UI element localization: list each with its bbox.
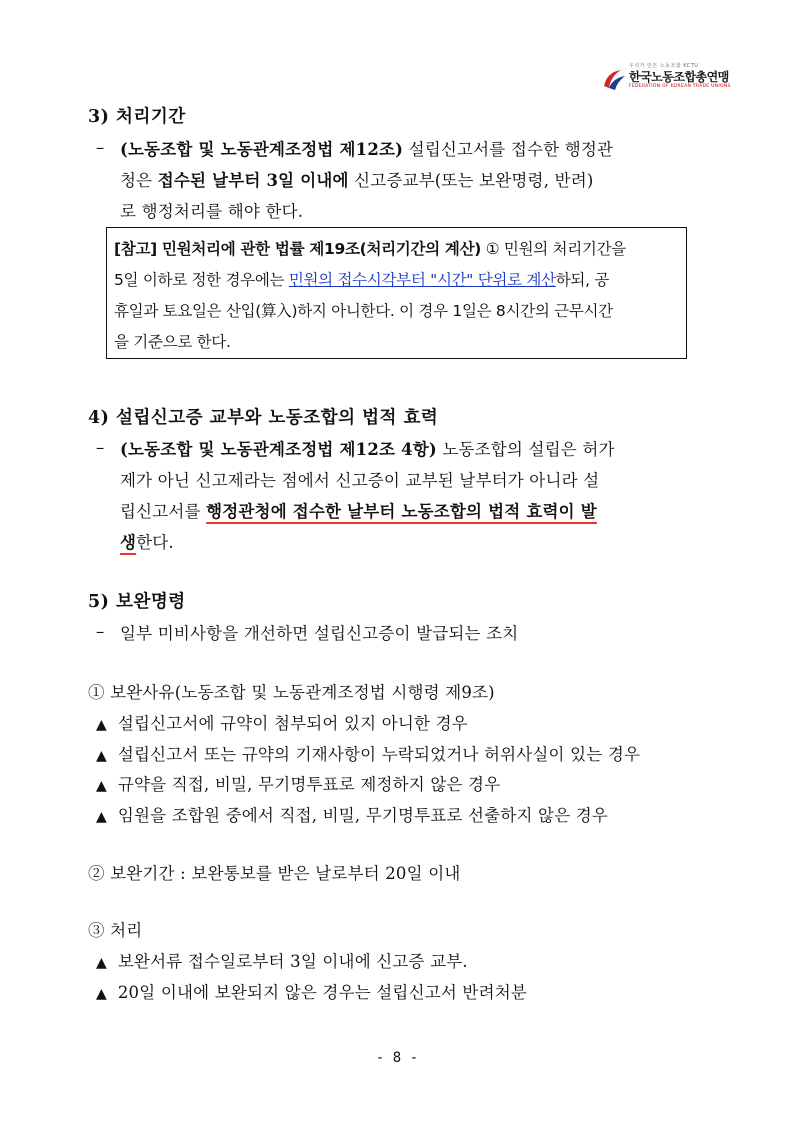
s3-law-ref: (노동조합 및 노동관계조정법 제12조) — [120, 140, 404, 159]
box-title: [참고] 민원처리에 관한 법률 제19조(처리기간의 계산) — [114, 240, 482, 258]
federation-logo — [601, 56, 777, 96]
s5-sub-3: ③ 처리 — [88, 921, 143, 940]
section-4-heading: 4) 설립신고증 교부와 노동조합의 법적 효력 — [88, 408, 439, 428]
box-highlight-link: 민원의 접수시각부터 "시간" 단위로 계산 — [288, 271, 556, 289]
s4-line-4: 생한다. — [120, 533, 174, 552]
logo-english-name: FEDERATION OF KOREAN TRADE UNIONS — [629, 84, 731, 89]
box-line-1: [참고] 민원처리에 관한 법률 제19조(처리기간의 계산) ① 민원의 처리기간을 — [114, 240, 626, 258]
s4-emphasis-end: 생 — [120, 533, 137, 552]
box-line-3: 휴일과 토요일은 산입(算入)하지 아니한다. 이 경우 1일은 8시간의 근무시간 — [114, 302, 613, 320]
s5-item-5: ▲ 보완서류 접수일로부터 3일 이내에 신고증 교부. — [96, 952, 468, 971]
section-3-heading: 3) 처리기간 — [88, 107, 186, 127]
s5-line-1: 일부 미비사항을 개선하면 설립신고증이 발급되는 조치 — [120, 624, 519, 643]
s4-line-2: 제가 아닌 신고제라는 점에서 신고증이 교부된 날부터가 아니라 설 — [120, 471, 600, 490]
s3-line-3: 로 행정처리를 해야 한다. — [120, 202, 304, 221]
s5-sub-2: ② 보완기간 : 보완통보를 받은 날로부터 20일 이내 — [88, 864, 461, 883]
s3-deadline: 접수된 날부터 3일 이내에 — [157, 171, 349, 190]
s4-law-ref: (노동조합 및 노동관계조정법 제12조 4항) — [120, 440, 437, 459]
triangle-bullet-icon: ▲ — [96, 986, 107, 1002]
s4-emphasis: 행정관청에 접수한 날부터 노동조합의 법적 효력이 발 — [206, 502, 597, 521]
s5-item-6: ▲ 20일 이내에 보완되지 않은 경우는 설립신고서 반려처분 — [96, 983, 527, 1002]
page-number: - 8 - — [375, 1050, 419, 1066]
triangle-bullet-icon: ▲ — [96, 809, 107, 825]
s5-item-3: ▲ 규약을 직접, 비밀, 무기명투표로 제정하지 않은 경우 — [96, 775, 501, 794]
triangle-bullet-icon: ▲ — [96, 748, 107, 764]
dash-bullet: – — [96, 138, 105, 157]
dash-bullet: – — [96, 622, 105, 641]
logo-name: 한국노동조합총연맹 — [629, 70, 729, 84]
dash-bullet: – — [96, 438, 105, 457]
triangle-bullet-icon: ▲ — [96, 717, 107, 733]
section-5-heading: 5) 보완명령 — [88, 592, 186, 612]
s5-sub-1: ① 보완사유(노동조합 및 노동관계조정법 시행령 제9조) — [88, 683, 495, 702]
logo-top-text: 우리가 만든 노동조합 KCTU — [629, 63, 699, 69]
box-line-4: 을 기준으로 한다. — [114, 333, 231, 351]
box-line-2: 5일 이하로 정한 경우에는 민원의 접수시각부터 "시간" 단위로 계산하되, 공 — [114, 271, 610, 289]
s4-line-3: 립신고서를 행정관청에 접수한 날부터 노동조합의 법적 효력이 발 — [120, 502, 597, 521]
triangle-bullet-icon: ▲ — [96, 955, 107, 971]
triangle-bullet-icon: ▲ — [96, 778, 107, 794]
logo-mark-icon — [601, 66, 627, 92]
s4-line-1: (노동조합 및 노동관계조정법 제12조 4항) 노동조합의 설립은 허가 — [120, 440, 615, 459]
s5-item-2: ▲ 설립신고서 또는 규약의 기재사항이 누락되었거나 허위사실이 있는 경우 — [96, 745, 641, 764]
s3-line-1: (노동조합 및 노동관계조정법 제12조) 설립신고서를 접수한 행정관 — [120, 140, 614, 159]
s5-item-4: ▲ 임원을 조합원 중에서 직접, 비밀, 무기명투표로 선출하지 않은 경우 — [96, 806, 609, 825]
s5-item-1: ▲ 설립신고서에 규약이 첨부되어 있지 아니한 경우 — [96, 714, 468, 733]
s3-line-2: 청은 접수된 날부터 3일 이내에 신고증교부(또는 보완명령, 반려) — [120, 171, 594, 190]
